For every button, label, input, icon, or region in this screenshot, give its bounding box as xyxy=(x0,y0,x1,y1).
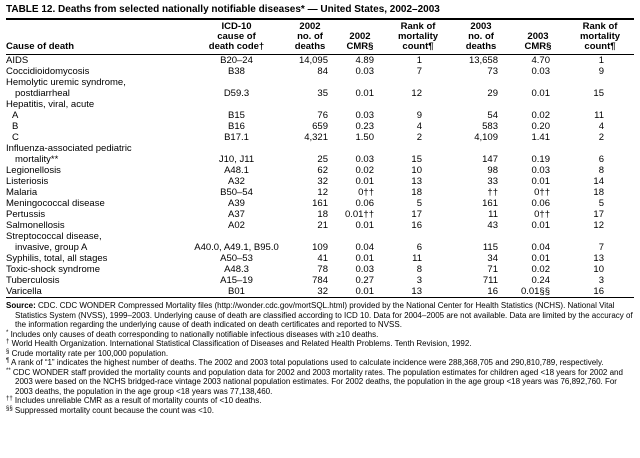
cause-of-death-line: Hemolytic uremic syndrome, xyxy=(6,77,126,88)
cause-of-death-line: Influenza-associated pediatric xyxy=(6,143,132,154)
cause-of-death-line: invasive, group A xyxy=(15,242,88,253)
value-cell: 115 xyxy=(482,242,498,253)
column-header-line: death code† xyxy=(208,41,265,52)
value-cell: 17 xyxy=(593,209,604,220)
icd10-code-cell: A37 xyxy=(228,209,245,220)
cause-of-death-line: mortality** xyxy=(15,154,59,165)
value-cell: 147 xyxy=(482,154,498,165)
value-cell: 4.89 xyxy=(355,55,374,66)
value-cell: 33 xyxy=(487,176,498,187)
value-cell: 4.70 xyxy=(531,55,550,66)
cause-of-death-cell xyxy=(6,286,189,298)
value-cell: 18 xyxy=(317,209,328,220)
cause-of-death-line: Syphilis, total, all stages xyxy=(6,253,108,264)
value-cell: 0.03 xyxy=(355,110,374,121)
cause-of-death-line: Streptococcal disease, xyxy=(6,231,102,242)
value-cell: 11 xyxy=(412,253,422,264)
table-row xyxy=(6,253,634,264)
value-cell: †† xyxy=(487,187,498,198)
value-cell: 0.04 xyxy=(531,242,550,253)
icd10-code-cell: B17.1 xyxy=(224,132,249,143)
value-cell: 21 xyxy=(317,220,328,231)
column-header-line: CMR§ xyxy=(346,41,374,52)
cause-of-death-cell xyxy=(6,187,189,198)
value-cell: 35 xyxy=(317,88,328,99)
footnotes-list xyxy=(6,330,634,416)
value-cell: 8 xyxy=(598,165,604,176)
value-cell: 0†† xyxy=(534,187,550,198)
column-header-line: Rank of xyxy=(582,21,618,32)
cause-of-death-cell xyxy=(6,143,189,165)
value-cell: 5 xyxy=(598,198,604,209)
icd10-code-cell: B16 xyxy=(228,121,245,132)
value-cell: 0.19 xyxy=(531,154,550,165)
column-header xyxy=(336,20,384,55)
value-cell: 41 xyxy=(317,253,328,264)
value-cell: 14 xyxy=(593,176,604,187)
value-cell: 12 xyxy=(317,187,328,198)
column-header-line: mortality xyxy=(397,31,439,42)
value-cell: 71 xyxy=(487,264,498,275)
cause-of-death-line: postdiarrheal xyxy=(15,88,70,99)
column-header-line: count¶ xyxy=(584,41,616,52)
value-cell: 13 xyxy=(411,286,422,297)
column-header-line: Rank of xyxy=(400,21,436,32)
footnote: §§ Suppressed mortality count because the count was <10. xyxy=(6,405,214,415)
value-cell: 3 xyxy=(598,275,604,286)
column-header xyxy=(6,20,189,55)
value-cell: 0.06 xyxy=(531,198,550,209)
value-cell: 0.01 xyxy=(355,253,374,264)
value-cell: 54 xyxy=(487,110,498,121)
table-row xyxy=(6,66,634,77)
value-cell: 15 xyxy=(593,88,604,99)
value-cell: 161 xyxy=(312,198,328,209)
cause-of-death-cell xyxy=(6,275,189,286)
footnote: * Includes only causes of death corresponding to nationally notifiable infectious diseases with ≥10 deaths. xyxy=(6,329,379,339)
cause-of-death-cell xyxy=(6,132,189,143)
cause-of-death-cell xyxy=(6,77,189,99)
table-row xyxy=(6,231,634,253)
column-header-line: cause of xyxy=(217,31,256,42)
icd10-code-cell: B38 xyxy=(228,66,245,77)
value-cell: 43 xyxy=(487,220,498,231)
value-cell: 18 xyxy=(411,187,422,198)
icd10-code-cell: A48.3 xyxy=(224,264,249,275)
value-cell: 0.03 xyxy=(355,264,374,275)
value-cell: 34 xyxy=(487,253,498,264)
value-cell: 0.01 xyxy=(531,176,550,187)
cause-of-death-cell xyxy=(6,176,189,187)
footnote: ¶ A rank of “1” indicates the highest number of deaths. The 2002 and 2003 total populations used to calculate incidence were 288,368,705 and 290,810,789, respectively. xyxy=(6,358,604,367)
value-cell: 0.01†† xyxy=(344,209,374,220)
table-row xyxy=(6,110,634,121)
value-cell: 711 xyxy=(482,275,498,286)
value-cell: 0.03 xyxy=(531,165,550,176)
icd10-code-cell: A39 xyxy=(228,198,245,209)
value-cell: 13,658 xyxy=(468,55,498,66)
value-cell: 0.06 xyxy=(355,198,374,209)
value-cell: 0.27 xyxy=(355,275,374,286)
table-row xyxy=(6,275,634,286)
value-cell: 0.02 xyxy=(531,264,550,275)
value-cell: 0†† xyxy=(358,187,374,198)
value-cell: 16 xyxy=(487,286,498,297)
source-note xyxy=(6,301,634,330)
value-cell: 9 xyxy=(416,110,422,121)
column-header-line: Cause of death xyxy=(6,41,75,52)
column-header-line: ICD-10 xyxy=(221,21,252,32)
value-cell: 10 xyxy=(411,165,422,176)
cause-of-death-line: Listeriosis xyxy=(6,176,49,187)
cause-of-death-cell xyxy=(6,121,189,132)
icd10-code-cell: D59.3 xyxy=(223,88,250,99)
column-header xyxy=(284,20,336,55)
value-cell: 0.01 xyxy=(355,176,374,187)
empty-cell xyxy=(189,99,634,110)
column-header-line: mortality xyxy=(579,31,621,42)
cause-of-death-cell xyxy=(6,253,189,264)
value-cell: 8 xyxy=(416,264,422,275)
icd10-code-cell: A40.0, A49.1, B95.0 xyxy=(194,242,279,253)
value-cell: 0.24 xyxy=(531,275,550,286)
cause-of-death-cell xyxy=(6,264,189,275)
table-title: TABLE 12. Deaths from selected nationally notifiable diseases* — United States, 2002–2003 xyxy=(6,4,634,20)
table-header xyxy=(6,20,634,55)
cause-of-death-line: Toxic-shock syndrome xyxy=(6,264,100,275)
table-row xyxy=(6,220,634,231)
value-cell: 12 xyxy=(593,220,604,231)
value-cell: 10 xyxy=(593,264,604,275)
value-cell: 32 xyxy=(317,176,328,187)
value-cell: 7 xyxy=(598,242,604,253)
icd10-code-cell: A32 xyxy=(228,176,245,187)
value-cell: 0.01 xyxy=(531,253,550,264)
mortality-table xyxy=(6,20,634,298)
value-cell: 0.01§§ xyxy=(520,286,550,297)
cause-of-death-line: AIDS xyxy=(6,55,29,66)
column-header-line: 2002 xyxy=(349,31,371,42)
value-cell: 4,321 xyxy=(304,132,328,143)
value-cell: 784 xyxy=(312,275,328,286)
table-row xyxy=(6,143,634,165)
value-cell: 0.02 xyxy=(531,110,550,121)
value-cell: 2 xyxy=(598,132,604,143)
value-cell: 1.50 xyxy=(355,132,374,143)
value-cell: 17 xyxy=(411,209,422,220)
footnote: ** CDC WONDER staff provided the mortality counts and population data for 2002 and 2003 mortality rates. The population estimates for children aged <18 years for 2002 and 2003 were based on the NCHS bridged-race vintage 2003 national population estimates. For 2002 deaths, the population in the age group <18 years was 76,892,760. For 2003 deaths, the population in the age group <18 years was 77,138,460. xyxy=(6,367,623,396)
cause-of-death-line: Salmonellosis xyxy=(6,220,65,231)
value-cell: 13 xyxy=(411,176,422,187)
cause-of-death-line: C xyxy=(12,132,19,143)
value-cell: 73 xyxy=(487,66,498,77)
cause-of-death-line: Pertussis xyxy=(6,209,46,220)
cause-of-death-line: Varicella xyxy=(6,286,42,297)
cause-of-death-line: Legionellosis xyxy=(6,165,61,176)
column-header-line: deaths xyxy=(294,41,326,52)
value-cell: 0.03 xyxy=(355,154,374,165)
source-text: CDC. CDC WONDER Compressed Mortality files (http://wonder.cdc.gov/mortSQL.html) provided by the National Center for Health Statistics (NCHS). National Vital Statistics System (NVSS), 1999–2003. Underlying cause of death are classified according to ICD 10. Data for 2004–2005 are not available. Data are limited by the accuracy of the information regarding the underlying cause of death indicated on death certificates and reported to NVSS. xyxy=(15,301,633,329)
value-cell: 15 xyxy=(411,154,422,165)
icd10-code-cell: B50–54 xyxy=(220,187,253,198)
value-cell: 4,109 xyxy=(474,132,498,143)
value-cell: 12 xyxy=(411,88,422,99)
value-cell: 0.01 xyxy=(355,286,374,297)
column-header-line: 2002 xyxy=(299,21,321,32)
cause-of-death-cell xyxy=(6,198,189,209)
table-row xyxy=(6,286,634,298)
table-row xyxy=(6,198,634,209)
cause-of-death-cell xyxy=(6,209,189,220)
value-cell: 7 xyxy=(416,66,422,77)
value-cell: 0.01 xyxy=(355,220,374,231)
value-cell: 6 xyxy=(416,242,422,253)
icd10-code-cell: B20–24 xyxy=(220,55,253,66)
value-cell: 6 xyxy=(598,154,604,165)
table-row xyxy=(6,165,634,176)
value-cell: 0.20 xyxy=(531,121,550,132)
value-cell: 9 xyxy=(598,66,604,77)
icd10-code-cell: B15 xyxy=(228,110,245,121)
value-cell: 0.02 xyxy=(355,165,374,176)
value-cell: 0.04 xyxy=(355,242,374,253)
value-cell: 109 xyxy=(312,242,328,253)
value-cell: 2 xyxy=(416,132,422,143)
column-header xyxy=(384,20,452,55)
value-cell: 84 xyxy=(317,66,328,77)
column-header-line: deaths xyxy=(465,41,497,52)
cause-of-death-cell xyxy=(6,220,189,231)
value-cell: 0.03 xyxy=(531,66,550,77)
cause-of-death-line: Hepatitis, viral, acute xyxy=(6,99,95,110)
footnote-marker: §§ xyxy=(6,405,13,412)
cause-of-death-line: Coccidioidomycosis xyxy=(6,66,90,77)
value-cell: 1.41 xyxy=(531,132,550,143)
column-header-line: 2003 xyxy=(470,21,492,32)
footnote-marker: § xyxy=(6,348,10,355)
value-cell: 0.01 xyxy=(355,88,374,99)
table-row xyxy=(6,121,634,132)
value-cell: 78 xyxy=(317,264,328,275)
table-row xyxy=(6,132,634,143)
value-cell: 0†† xyxy=(534,209,550,220)
value-cell: 4 xyxy=(598,121,604,132)
footnote-marker: ** xyxy=(6,367,11,374)
icd10-code-cell: J10, J11 xyxy=(218,154,255,165)
value-cell: 11 xyxy=(488,209,498,220)
footnote-marker: * xyxy=(6,329,9,336)
value-cell: 4 xyxy=(416,121,422,132)
table-row xyxy=(6,55,634,67)
footnote-marker: ¶ xyxy=(6,358,10,364)
value-cell: 14,095 xyxy=(298,55,328,66)
table-row xyxy=(6,176,634,187)
table-row xyxy=(6,209,634,220)
table-row xyxy=(6,187,634,198)
cause-of-death-line: Tuberculosis xyxy=(6,275,60,286)
value-cell: 76 xyxy=(317,110,328,121)
table-row xyxy=(6,99,634,110)
value-cell: 5 xyxy=(416,198,422,209)
column-header-line: 2003 xyxy=(527,31,549,42)
column-header xyxy=(510,20,566,55)
column-header xyxy=(566,20,634,55)
value-cell: 62 xyxy=(317,165,328,176)
value-cell: 29 xyxy=(487,88,498,99)
value-cell: 16 xyxy=(411,220,422,231)
value-cell: 11 xyxy=(594,110,604,121)
value-cell: 1 xyxy=(416,55,422,66)
icd10-code-cell: A50–53 xyxy=(220,253,253,264)
cause-of-death-line: Malaria xyxy=(6,187,38,198)
value-cell: 0.01 xyxy=(531,88,550,99)
value-cell: 0.03 xyxy=(355,66,374,77)
icd10-code-cell: A02 xyxy=(228,220,245,231)
cause-of-death-cell xyxy=(6,66,189,77)
icd10-code-cell: A15–19 xyxy=(220,275,253,286)
value-cell: 98 xyxy=(487,165,498,176)
table-body xyxy=(6,55,634,298)
column-header xyxy=(189,20,284,55)
icd10-code-cell: A48.1 xyxy=(224,165,249,176)
cause-of-death-cell xyxy=(6,231,189,253)
value-cell: 0.23 xyxy=(355,121,374,132)
value-cell: 161 xyxy=(482,198,498,209)
cause-of-death-cell xyxy=(6,55,189,67)
cause-of-death-cell xyxy=(6,165,189,176)
value-cell: 3 xyxy=(416,275,422,286)
table-row xyxy=(6,264,634,275)
footnote-marker: †† xyxy=(6,396,13,402)
value-cell: 32 xyxy=(317,286,328,297)
column-header-line: count¶ xyxy=(402,41,434,52)
footnote: † World Health Organization. International Statistical Classification of Diseases and Related Health Problems. Tenth Revision, 1992. xyxy=(6,339,472,348)
icd10-code-cell: B01 xyxy=(228,286,245,297)
value-cell: 583 xyxy=(482,121,498,132)
value-cell: 0.01 xyxy=(531,220,550,231)
footnote: †† Includes unreliable CMR as a result of mortality counts of <10 deaths. xyxy=(6,396,262,405)
value-cell: 659 xyxy=(312,121,328,132)
column-header-line: no. of xyxy=(468,31,494,42)
column-header xyxy=(452,20,510,55)
footnote-marker: † xyxy=(6,339,10,345)
value-cell: 1 xyxy=(598,55,604,66)
cause-of-death-line: A xyxy=(12,110,19,121)
cause-of-death-line: B xyxy=(12,121,19,132)
value-cell: 25 xyxy=(317,154,328,165)
source-label: Source: xyxy=(6,301,36,310)
value-cell: 16 xyxy=(593,286,604,297)
cause-of-death-line: Meningococcal disease xyxy=(6,198,105,209)
value-cell: 18 xyxy=(593,187,604,198)
cause-of-death-cell xyxy=(6,99,189,110)
value-cell: 13 xyxy=(593,253,604,264)
table-row xyxy=(6,77,634,99)
footnotes xyxy=(6,298,634,415)
cause-of-death-cell xyxy=(6,110,189,121)
header-row xyxy=(6,20,634,55)
column-header-line: CMR§ xyxy=(524,41,552,52)
footnote: § Crude mortality rate per 100,000 population. xyxy=(6,348,169,358)
column-header-line: no. of xyxy=(297,31,323,42)
